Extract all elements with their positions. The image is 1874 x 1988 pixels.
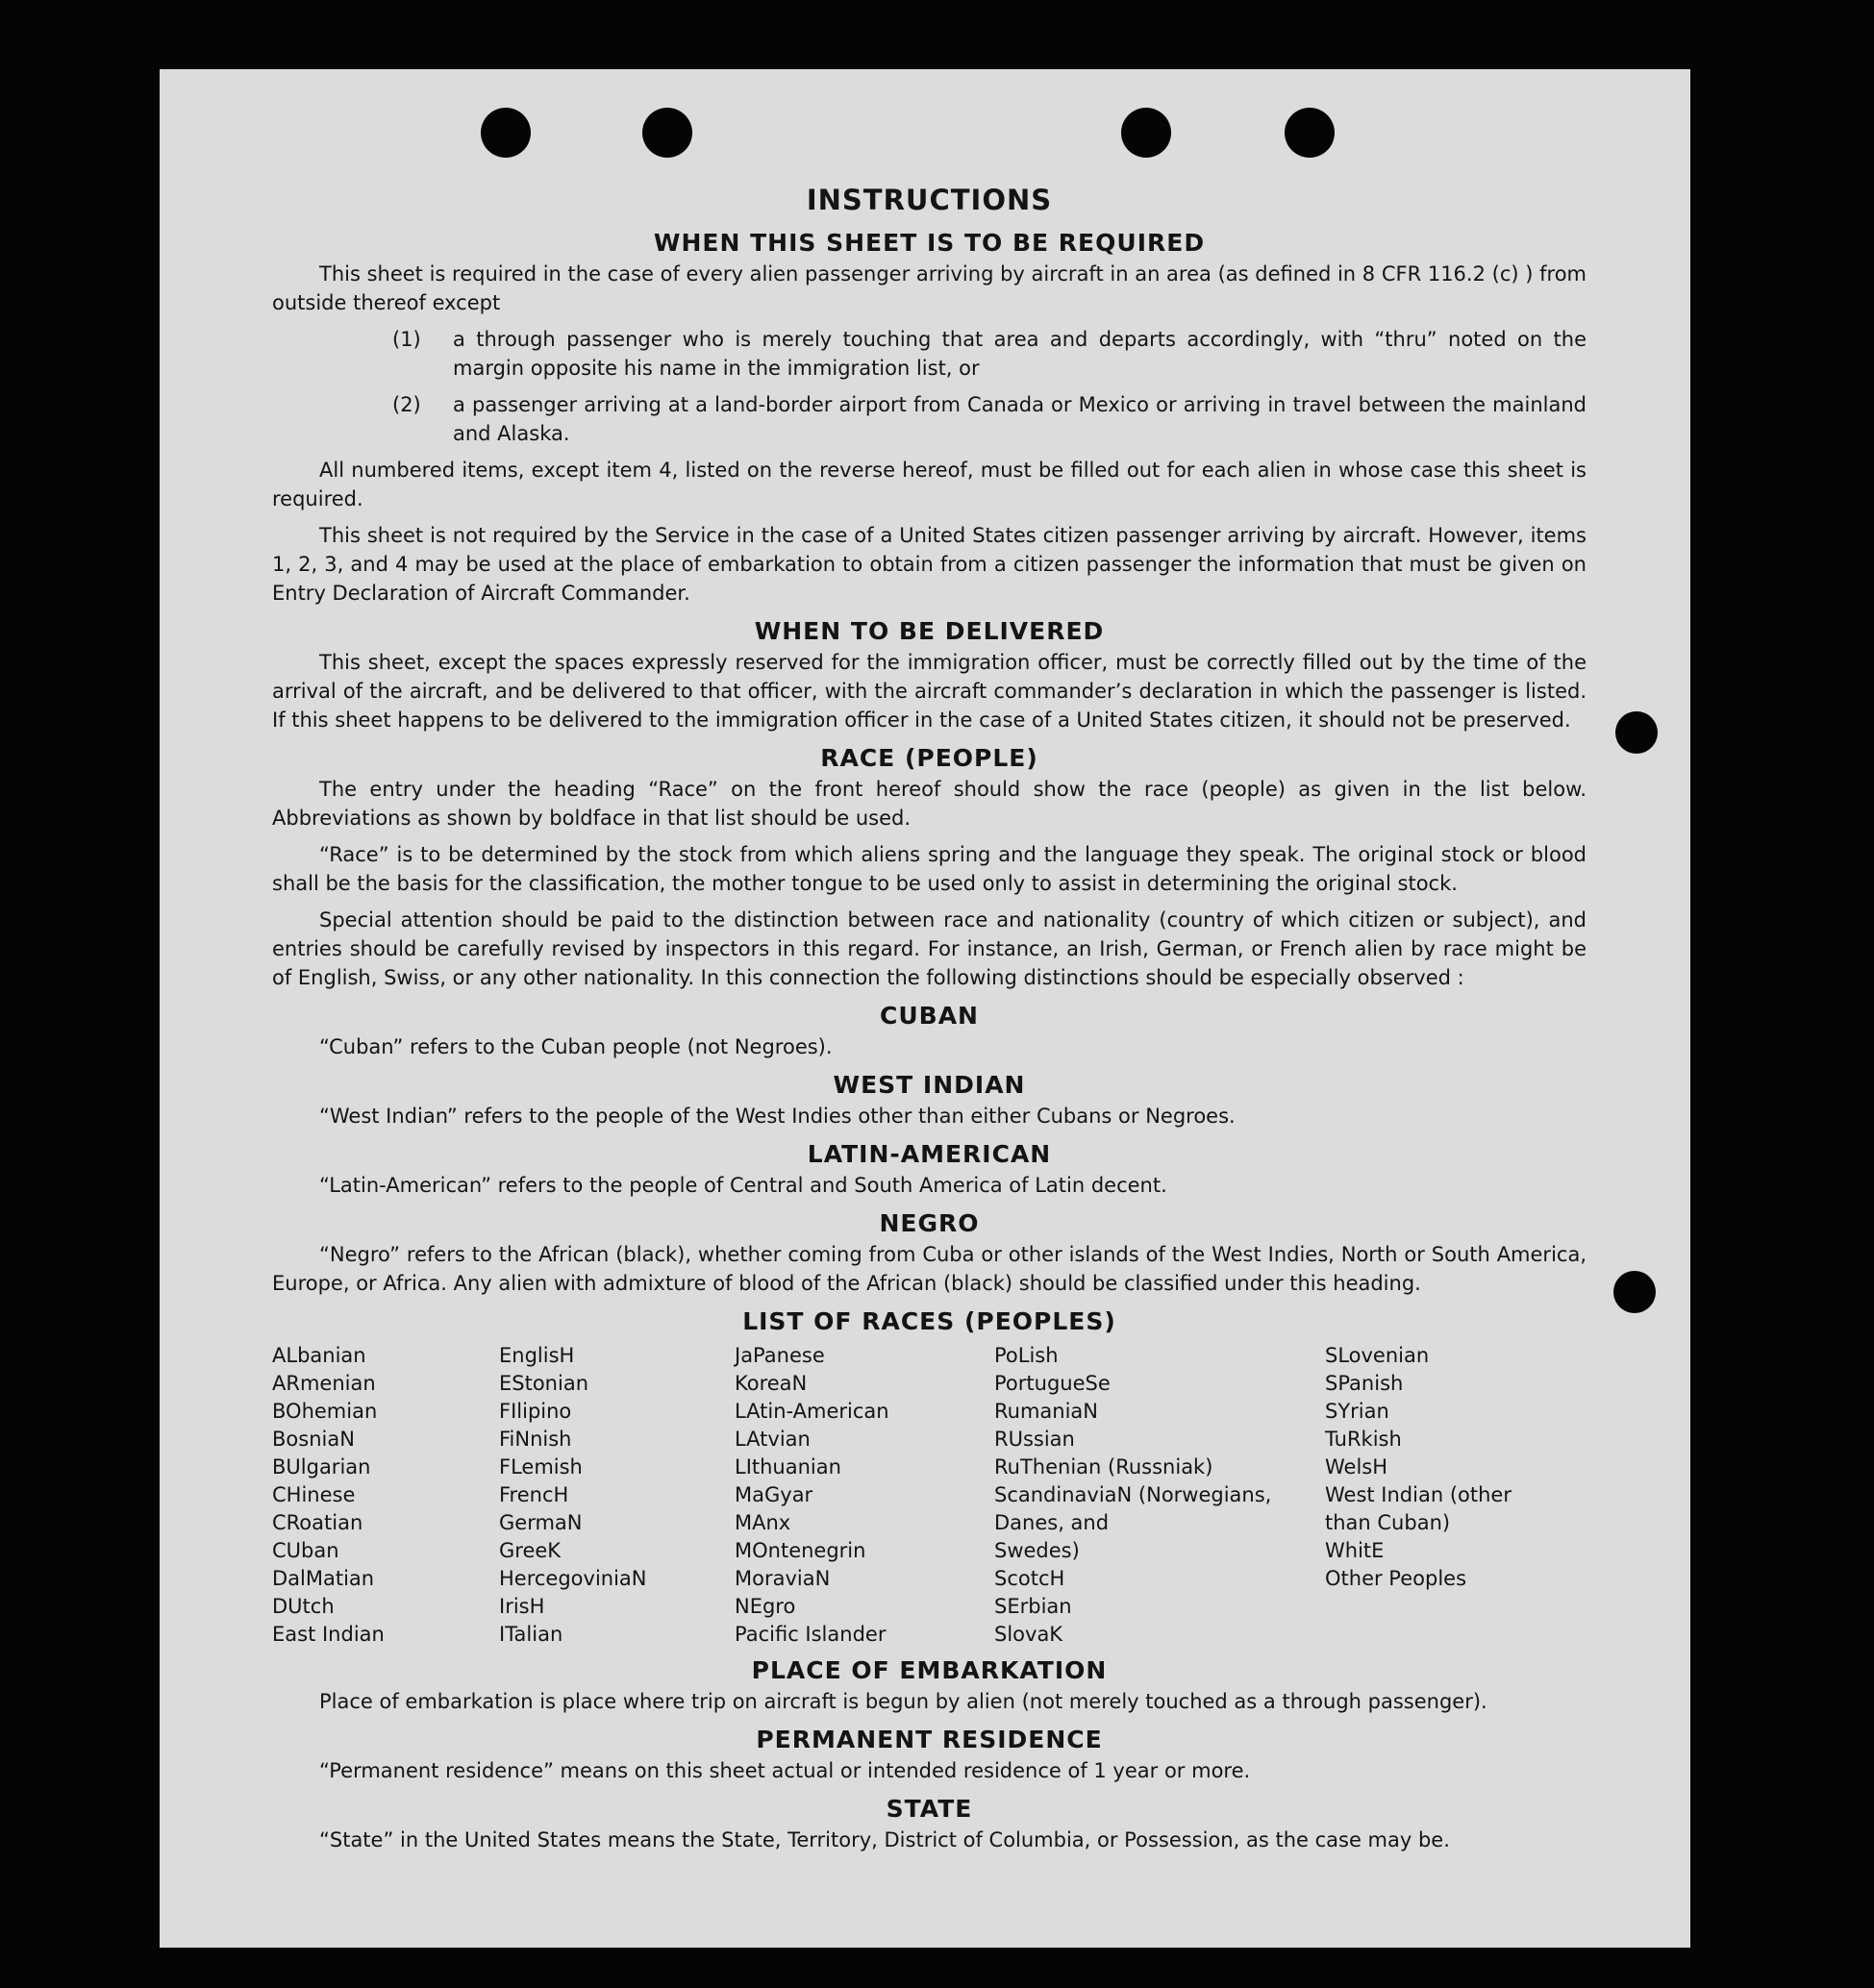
race-entry: FLemish — [499, 1455, 583, 1479]
race-entry: KoreaN — [735, 1372, 808, 1395]
race-entry: WhitE — [1325, 1539, 1385, 1562]
item-text: a passenger arriving at a land-border airport from Canada or Mexico or arriving in travel between the mainland and Alaska. — [453, 393, 1587, 445]
exception-item — [272, 325, 1587, 383]
section-heading-state: STATE — [886, 1795, 973, 1823]
race-entry: JaPanese — [735, 1344, 825, 1367]
race-entry: WelsH — [1325, 1455, 1388, 1479]
race-entry: ScotcH — [994, 1567, 1065, 1590]
section-heading-delivered: WHEN TO BE DELIVERED — [754, 617, 1105, 645]
section-heading-list-of-races: LIST OF RACES (PEOPLES) — [742, 1307, 1116, 1335]
race-entry: EStonian — [499, 1372, 589, 1395]
punch-hole — [1613, 1271, 1656, 1313]
race-entry: IrisH — [499, 1595, 545, 1618]
race-entry: CRoatian — [272, 1511, 363, 1534]
paragraph: Place of embarkation is place where trip on aircraft is begun by alien (not merely touched as a through passenger). — [319, 1690, 1487, 1713]
punch-hole — [1615, 711, 1658, 754]
race-column — [735, 1342, 994, 1649]
section-heading-west-indian: WEST INDIAN — [833, 1071, 1026, 1099]
race-entry: Other Peoples — [1325, 1567, 1467, 1590]
section-heading-negro: NEGRO — [879, 1209, 980, 1237]
race-entry: SlovaK — [994, 1623, 1063, 1646]
race-entry: MaGyar — [735, 1483, 813, 1506]
paragraph: This sheet, except the spaces expressly reserved for the immigration officer, must be correctly filled out by the time of the arrival of the aircraft, and be delivered to that officer, with the aircraft commander’s declaration in which the passenger is listed. If this sheet happens to be delivered to the immigration officer in the case of a United States citizen, it should not be preserved. — [272, 651, 1587, 732]
section-heading-residence: PERMANENT RESIDENCE — [756, 1726, 1103, 1753]
paragraph: All numbered items, except item 4, listed on the reverse hereof, must be filled out for each alien in whose case this sheet is required. — [272, 459, 1587, 510]
race-entry: BOhemian — [272, 1400, 378, 1423]
race-entry: Pacific Islander — [735, 1623, 887, 1646]
paragraph: “State” in the United States means the State, Territory, District of Columbia, or Possession, as the case may be. — [319, 1828, 1450, 1851]
race-entry: ARmenian — [272, 1372, 376, 1395]
race-entry: FrencH — [499, 1483, 569, 1506]
race-entry: FiNnish — [499, 1428, 572, 1451]
race-column — [1325, 1342, 1585, 1649]
race-entry: CHinese — [272, 1483, 356, 1506]
race-entry: CUban — [272, 1539, 339, 1562]
race-entry: RuThenian (Russniak) — [994, 1455, 1213, 1479]
race-column — [499, 1342, 735, 1649]
paragraph: “Permanent residence” means on this sheet actual or intended residence of 1 year or more. — [319, 1759, 1251, 1782]
race-entry: SYrian — [1325, 1400, 1389, 1423]
race-entry: ALbanian — [272, 1344, 366, 1367]
race-entry: NEgro — [735, 1595, 796, 1618]
paragraph: “Race” is to be determined by the stock from which aliens spring and the language they speak. The original stock or blood shall be the basis for the classification, the mother tongue to be used only to assist in determining the original stock. — [272, 843, 1587, 895]
paragraph: “Latin-American” refers to the people of Central and South America of Latin decent. — [319, 1174, 1167, 1197]
race-entry: TuRkish — [1325, 1428, 1402, 1451]
exception-item — [272, 390, 1587, 448]
section-heading-embarkation: PLACE OF EMBARKATION — [751, 1656, 1108, 1684]
race-entry: GreeK — [499, 1539, 562, 1562]
race-entry: GermaN — [499, 1511, 583, 1534]
race-entry: MOntenegrin — [735, 1539, 866, 1562]
item-number: (1) — [392, 328, 421, 351]
section-heading-cuban: CUBAN — [880, 1002, 979, 1030]
item-text: a through passenger who is merely touching that area and departs accordingly, with “thru” noted on the margin opposite his name in the immigration list, or — [453, 328, 1587, 380]
race-entry: BUlgarian — [272, 1455, 371, 1479]
race-entry: East Indian — [272, 1623, 385, 1646]
punch-hole — [481, 108, 531, 158]
race-column — [272, 1342, 499, 1649]
punch-hole — [1121, 108, 1171, 158]
paragraph: The entry under the heading “Race” on the front hereof should show the race (people) as given in the list below. Abbreviations as shown by boldface in that list should be used. — [272, 778, 1587, 830]
race-entry: SPanish — [1325, 1372, 1404, 1395]
paragraph: “Negro” refers to the African (black), whether coming from Cuba or other islands of the West Indies, North or South America, Europe, or Africa. Any alien with admixture of blood of the African (black) should be classified under this heading. — [272, 1243, 1587, 1295]
race-entry: RumaniaN — [994, 1400, 1099, 1423]
race-entry: ScandinaviaN (Norwegians, Danes, and Swedes) — [994, 1483, 1272, 1562]
race-entry: MoraviaN — [735, 1567, 831, 1590]
race-entry: LAtvian — [735, 1428, 811, 1451]
race-entry: PortugueSe — [994, 1372, 1111, 1395]
punch-hole — [642, 108, 692, 158]
instructions-content — [272, 183, 1587, 1862]
race-entry: SLovenian — [1325, 1344, 1430, 1367]
race-entry: EnglisH — [499, 1344, 575, 1367]
race-entry: FIlipino — [499, 1400, 572, 1423]
paragraph: Special attention should be paid to the distinction between race and nationality (country of which citizen or subject), and entries should be carefully revised by inspectors in this regard. For instance, an Irish, German, or French alien by race might be of English, Swiss, or any other nationality. In this connection the following distinctions should be especially observed : — [272, 908, 1587, 989]
race-entry: HercegoviniaN — [499, 1567, 647, 1590]
section-heading-race: RACE (PEOPLE) — [820, 744, 1038, 772]
section-heading-latin-american: LATIN-AMERICAN — [807, 1140, 1052, 1168]
paragraph: “Cuban” refers to the Cuban people (not Negroes). — [319, 1035, 833, 1058]
race-entry: RUssian — [994, 1428, 1075, 1451]
page-title: INSTRUCTIONS — [806, 184, 1053, 216]
race-column — [994, 1342, 1325, 1649]
item-number: (2) — [392, 393, 421, 416]
race-list — [272, 1342, 1587, 1649]
paragraph: This sheet is not required by the Service in the case of a United States citizen passenger arriving by aircraft. However, items 1, 2, 3, and 4 may be used at the place of embarkation to obtain from a citizen passenger the information that must be given on Entry Declaration of Aircraft Commander. — [272, 524, 1587, 605]
race-entry: LAtin-American — [735, 1400, 889, 1423]
section-heading-required: WHEN THIS SHEET IS TO BE REQUIRED — [653, 229, 1206, 257]
race-entry: ITalian — [499, 1623, 563, 1646]
race-entry: DalMatian — [272, 1567, 375, 1590]
punch-hole — [1285, 108, 1335, 158]
race-entry: SErbian — [994, 1595, 1072, 1618]
race-entry: West Indian (other than Cuban) — [1325, 1483, 1512, 1534]
paragraph: This sheet is required in the case of every alien passenger arriving by aircraft in an area (as defined in 8 CFR 116.2 (c) ) from outside thereof except — [272, 262, 1587, 314]
race-entry: DUtch — [272, 1595, 335, 1618]
race-entry: BosniaN — [272, 1428, 355, 1451]
document-sheet — [160, 69, 1690, 1948]
race-entry: MAnx — [735, 1511, 791, 1534]
race-entry: PoLish — [994, 1344, 1059, 1367]
race-entry: LIthuanian — [735, 1455, 841, 1479]
paragraph: “West Indian” refers to the people of the West Indies other than either Cubans or Negroes. — [319, 1105, 1236, 1128]
